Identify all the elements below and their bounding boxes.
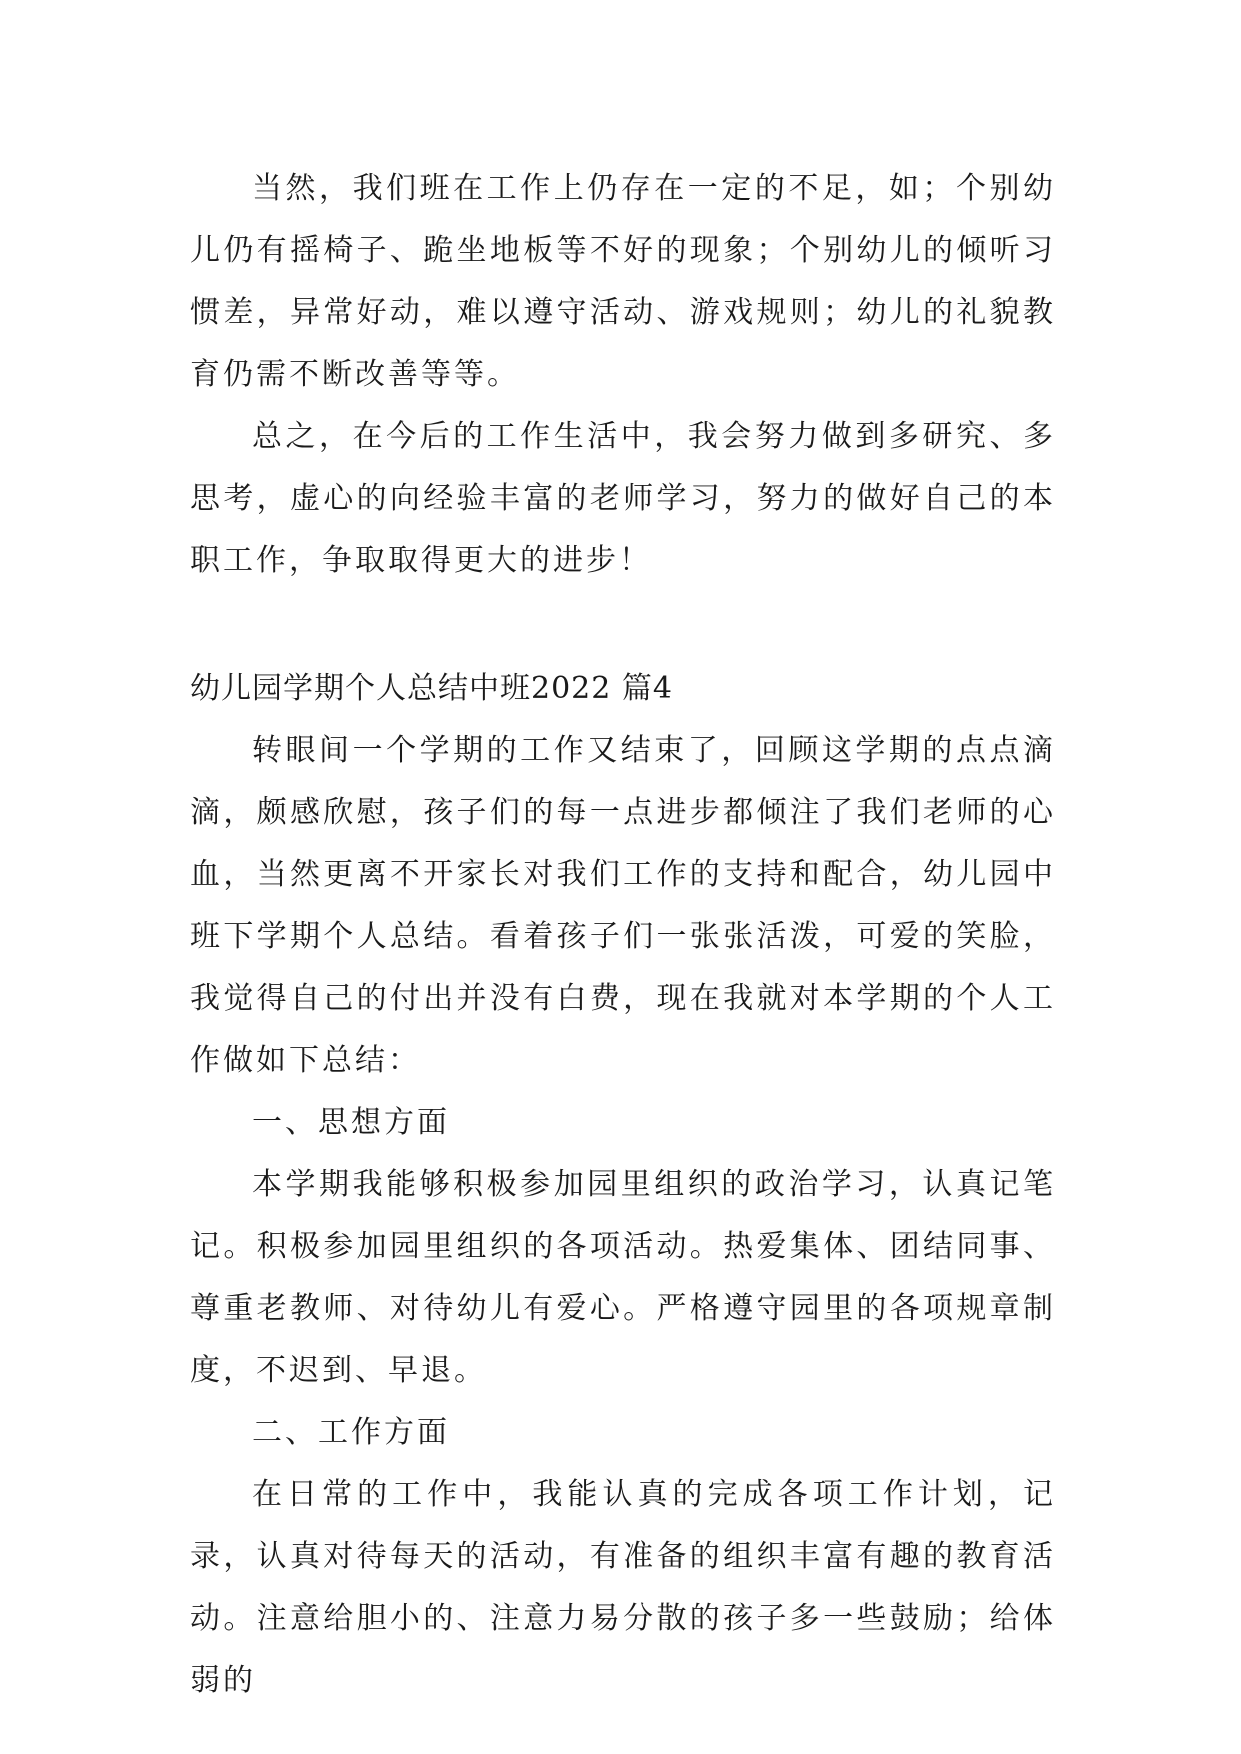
paragraph: 在日常的工作中，我能认真的完成各项工作计划，记录，认真对待每天的活动，有准备的组织丰富有趣的教育活动。注意给胆小的、注意力易分散的孩子多一些鼓励；给体弱的 xyxy=(190,1477,1056,1698)
subheading: 二、工作方面 xyxy=(252,1415,450,1450)
paragraph: 转眼间一个学期的工作又结束了，回顾这学期的点点滴滴，颇感欣慰，孩子们的每一点进步都倾注了我们老师的心血，当然更离不开家长对我们工作的支持和配合，幼儿园中班下学期个人总结。看着孩子们一张张活泼，可爱的笑脸，我觉得自己的付出并没有白费，现在我就对本学期的个人工作做如下总结： xyxy=(190,733,1056,1078)
paragraph: 本学期我能够积极参加园里组织的政治学习，认真记笔记。积极参加园里组织的各项活动。热爱集体、团结同事、尊重老教师、对待幼儿有爱心。严格遵守园里的各项规章制度，不迟到、早退。 xyxy=(190,1167,1056,1388)
document-page xyxy=(190,158,1056,1712)
subheading: 一、思想方面 xyxy=(252,1105,450,1140)
paragraph: 总之，在今后的工作生活中，我会努力做到多研究、多思考，虚心的向经验丰富的老师学习，努力的做好自己的本职工作，争取取得更大的进步！ xyxy=(190,419,1056,578)
paragraph: 当然，我们班在工作上仍存在一定的不足，如；个别幼儿仍有摇椅子、跪坐地板等不好的现象；个别幼儿的倾听习惯差，异常好动，难以遵守活动、游戏规则；幼儿的礼貌教育仍需不断改善等等。 xyxy=(190,171,1056,392)
section-title: 幼儿园学期个人总结中班2022 篇4 xyxy=(190,671,673,706)
section-gap xyxy=(190,592,1056,658)
